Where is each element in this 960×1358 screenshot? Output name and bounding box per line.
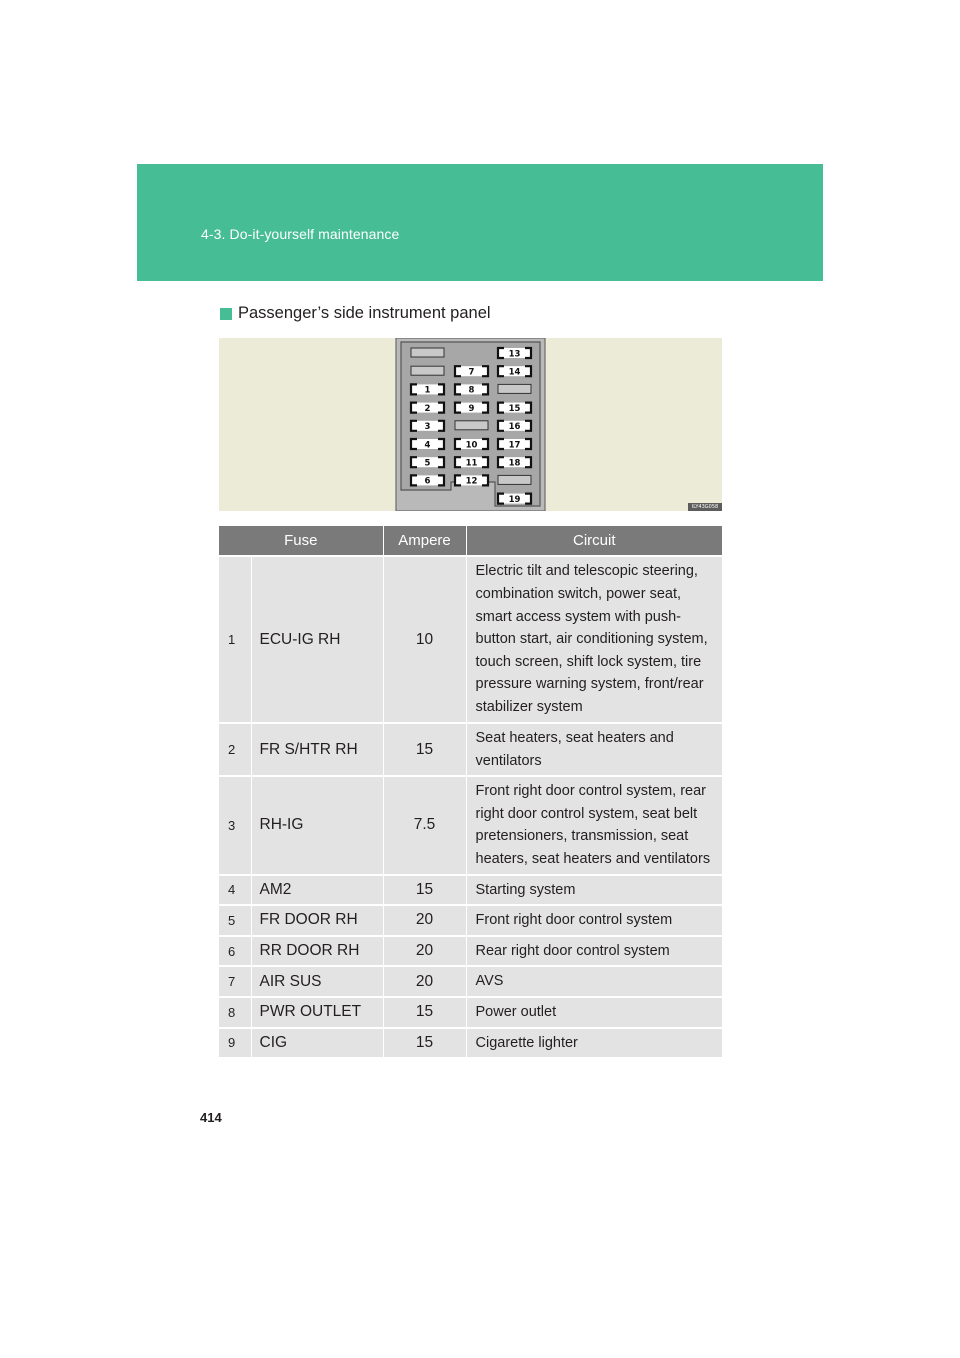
fuse-label: 14 [508, 367, 521, 378]
fuse-label: 9 [468, 403, 475, 414]
fuse-circuit: Seat heaters, seat heaters and ventilators [466, 723, 722, 776]
fuse-box-diagram [219, 338, 722, 511]
subheading [220, 304, 491, 323]
fuse-label: 12 [465, 476, 478, 487]
fuse-slot [411, 384, 444, 395]
fuse-ampere: 15 [383, 1028, 466, 1058]
fuse-label: 16 [508, 422, 521, 433]
fuse-label: 1 [424, 385, 431, 396]
fuse-ampere: 20 [383, 966, 466, 997]
table-row [219, 936, 722, 967]
fuse-slot [411, 475, 444, 486]
fuse-number: 2 [219, 723, 251, 776]
fuse-slot [411, 421, 444, 432]
fuse-ampere: 20 [383, 936, 466, 967]
fuse-slot [411, 439, 444, 450]
fuse-label: 11 [465, 458, 478, 469]
fuse-label: 6 [424, 476, 431, 487]
table-row [219, 776, 722, 874]
fuse-label: 3 [424, 422, 431, 433]
spare-fuse-slot [498, 384, 531, 393]
header-fuse: Fuse [219, 526, 383, 556]
fuse-box-svg [219, 338, 722, 511]
fuse-number: 3 [219, 776, 251, 874]
fuse-ampere: 10 [383, 556, 466, 723]
fuse-number: 1 [219, 556, 251, 723]
page-number: 414 [200, 1110, 222, 1125]
fuse-name: FR DOOR RH [251, 905, 383, 936]
fuse-slot [455, 457, 488, 468]
fuse-label: 19 [508, 494, 521, 505]
fuse-name: AM2 [251, 875, 383, 906]
fuse-slot [455, 439, 488, 450]
header-circuit: Circuit [466, 526, 722, 556]
fuse-number: 4 [219, 875, 251, 906]
fuse-number: 8 [219, 997, 251, 1028]
table-row [219, 997, 722, 1028]
fuse-slot [498, 439, 531, 450]
fuse-ampere: 15 [383, 723, 466, 776]
fuse-circuit: Front right door control system, rear right door control system, seat belt pretensioners, transmission, seat heaters, seat heaters and ventilators [466, 776, 722, 874]
spare-fuse-slot [498, 475, 531, 484]
fuse-name: CIG [251, 1028, 383, 1058]
fuse-circuit: Electric tilt and telescopic steering, combination switch, power seat, smart access system with push-button start, air conditioning system, touch screen, shift lock system, tire pressure warning system, front/rear stabilizer system [466, 556, 722, 723]
fuse-slot [455, 384, 488, 395]
fuse-label: 17 [508, 440, 521, 451]
fuse-slot [498, 421, 531, 432]
fuse-circuit: AVS [466, 966, 722, 997]
section-title: 4-3. Do-it-yourself maintenance [201, 226, 400, 242]
fuse-label: 2 [424, 403, 431, 414]
fuse-name: RH-IG [251, 776, 383, 874]
spare-fuse-slot [455, 421, 488, 430]
fuse-ampere: 7.5 [383, 776, 466, 874]
table-row [219, 1028, 722, 1058]
fuse-number: 9 [219, 1028, 251, 1058]
table-row [219, 966, 722, 997]
fuse-slot [498, 457, 531, 468]
fuse-slot [411, 403, 444, 414]
table-row [219, 875, 722, 906]
fuse-slot [498, 403, 531, 414]
fuse-number: 6 [219, 936, 251, 967]
fuse-label: 4 [424, 440, 431, 451]
fuse-number: 7 [219, 966, 251, 997]
table-header-row [219, 526, 722, 556]
fuse-name: PWR OUTLET [251, 997, 383, 1028]
table-row [219, 905, 722, 936]
fuse-circuit: Front right door control system [466, 905, 722, 936]
fuse-ampere: 20 [383, 905, 466, 936]
subheading-text: Passenger’s side instrument panel [238, 304, 491, 322]
fuse-slot [498, 494, 531, 505]
fuse-label: 15 [508, 403, 521, 414]
spare-fuse-slot [411, 348, 444, 357]
fuse-label: 18 [508, 458, 521, 469]
fuse-slot [498, 366, 531, 377]
fuse-table [219, 526, 722, 1057]
table-row [219, 723, 722, 776]
fuse-circuit: Starting system [466, 875, 722, 906]
table-row [219, 556, 722, 723]
fuse-label: 5 [424, 458, 431, 469]
fuse-name: FR S/HTR RH [251, 723, 383, 776]
fuse-slot [455, 475, 488, 486]
fuse-name: AIR SUS [251, 966, 383, 997]
fuse-slot [455, 403, 488, 414]
spare-fuse-slot [411, 366, 444, 375]
header-band [137, 164, 823, 281]
bullet-square-icon [220, 308, 232, 320]
fuse-name: RR DOOR RH [251, 936, 383, 967]
fuse-circuit: Rear right door control system [466, 936, 722, 967]
header-ampere: Ampere [383, 526, 466, 556]
fuse-label: 7 [468, 367, 475, 378]
fuse-number: 5 [219, 905, 251, 936]
fuse-slot [498, 348, 531, 359]
fuse-ampere: 15 [383, 997, 466, 1028]
fuse-label: 10 [465, 440, 478, 451]
fuse-label: 13 [508, 349, 521, 360]
fuse-circuit: Power outlet [466, 997, 722, 1028]
fuse-circuit: Cigarette lighter [466, 1028, 722, 1058]
fuse-slot [455, 366, 488, 377]
fuse-slot [411, 457, 444, 468]
fuse-name: ECU-IG RH [251, 556, 383, 723]
image-code: ILY43G058 [688, 503, 722, 511]
fuse-ampere: 15 [383, 875, 466, 906]
fuse-label: 8 [468, 385, 475, 396]
